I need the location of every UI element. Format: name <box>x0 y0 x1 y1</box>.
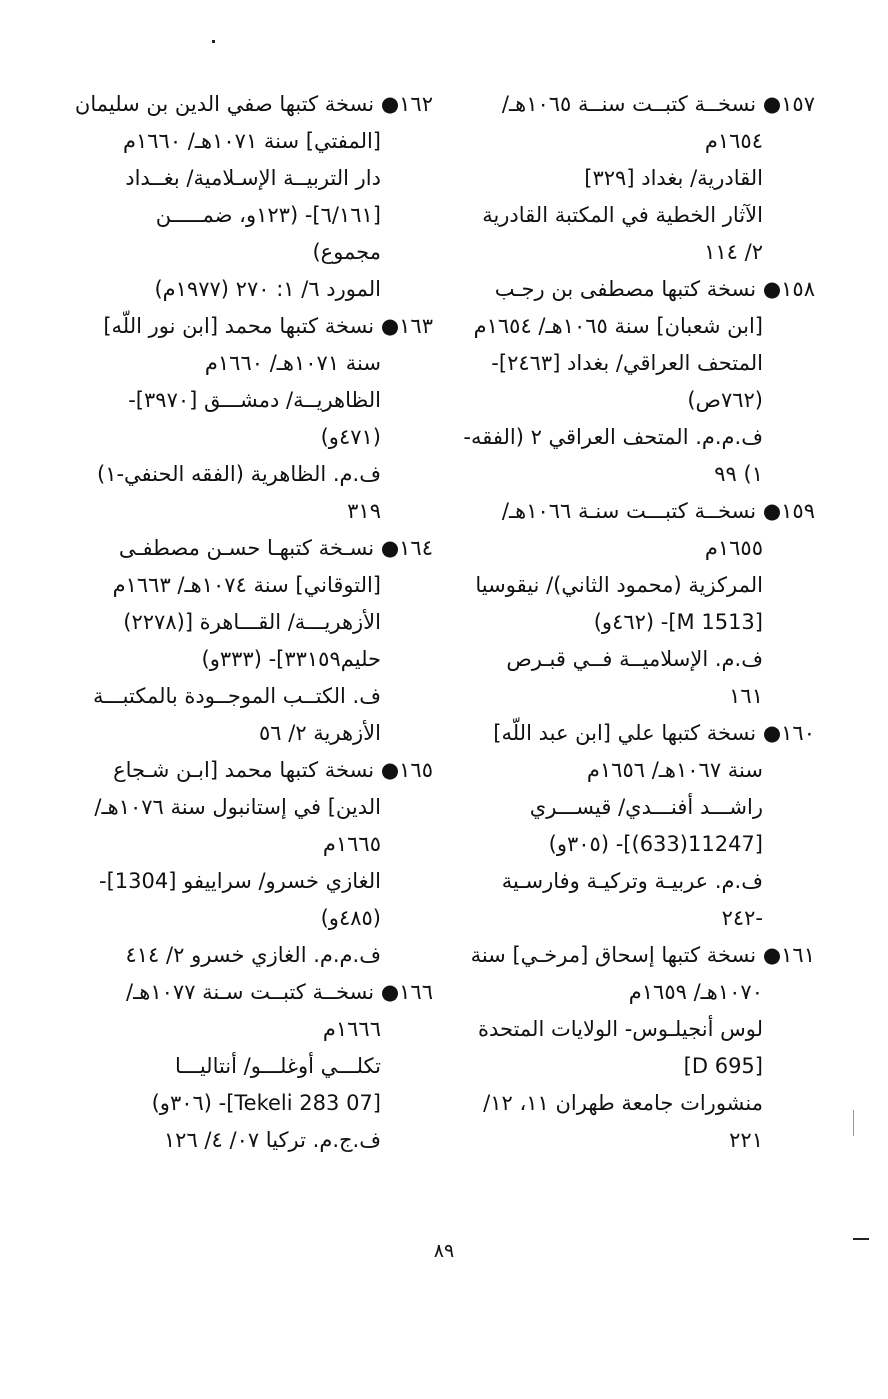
entry-line: ١٦٦٥م <box>322 832 381 856</box>
entry-line: [M 1513]- (٤٦٢و) <box>593 610 763 634</box>
entry-line: ف.م.م. الغازي خسرو ٢/ ٤١٤ <box>125 943 381 967</box>
entry-158 <box>463 271 815 493</box>
entry-line: ف.م.م. المتحف العراقي ٢ (الفقه- <box>463 425 763 449</box>
entry-line: (٤٧١و) <box>320 425 381 449</box>
entry-line: [11247(633)]- (٣٠٥و) <box>548 832 763 856</box>
entry-line: ٢٢١ <box>729 1128 763 1152</box>
entry-line: الدين] في إستانبول سنة ١٠٧٦هـ/ <box>94 795 381 819</box>
entry-line: [المفتي] سنة ١٠٧١هـ/ ١٦٦٠م <box>122 129 381 153</box>
entry-line: الأزهريـــة/ القـــاهرة [(٢٢٧٨) <box>123 610 381 634</box>
entry-line: ١٥٧● نسخــة كتبــت سنــة ١٠٦٥هـ/ <box>501 92 815 116</box>
entry-line: لوس أنجيلـوس- الولايات المتحدة <box>477 1017 763 1041</box>
entry-161 <box>470 937 815 1159</box>
entry-line: منشورات جامعة طهران ١١، ١٢/ <box>483 1091 763 1115</box>
entry-line: دار التربيــة الإسـلامية/ بغــداد <box>125 166 381 190</box>
scan-speck <box>853 1110 854 1136</box>
entry-line: [ابن شعبان] سنة ١٠٦٥هـ/ ١٦٥٤م <box>473 314 763 338</box>
entry-line: الأزهرية ٢/ ٥٦ <box>258 721 381 745</box>
entry-line: ف.م. الإسلاميــة فــي قبـرص <box>506 647 763 671</box>
entry-line: ١٦٦٦م <box>322 1017 381 1041</box>
entry-159 <box>475 493 815 715</box>
entry-line: ١٦١● نسخة كتبها إسحاق [مرخـي] سنة <box>470 943 815 967</box>
page-number: ٨٩ <box>433 1240 455 1262</box>
entry-line: مجموع) <box>312 240 381 264</box>
entry-line: راشـــد أفنـــدي/ قيســـري <box>529 795 763 819</box>
entry-166 <box>88 974 433 1159</box>
entry-line: ١٦١ <box>729 684 763 708</box>
entry-line: [D 695] <box>683 1054 763 1078</box>
entry-line: الآثار الخطية في المكتبة القادرية <box>482 203 763 227</box>
entry-163 <box>88 308 433 530</box>
entry-line: القادرية/ بغداد [٣٢٩] <box>584 166 763 190</box>
entry-160 <box>475 715 815 937</box>
entry-line: ١٦٥٥م <box>704 536 763 560</box>
entry-line: سنة ١٠٦٧هـ/ ١٦٥٦م <box>586 758 763 782</box>
entry-line: -٢٤٢ <box>721 906 763 930</box>
entry-line: المتحف العراقي/ بغداد [٢٤٦٣]- <box>491 351 763 375</box>
entry-line: ١٥٩● نسخــة كتبـــت سنـة ١٠٦٦هـ/ <box>501 499 815 523</box>
entry-line: ١٦٢● نسخة كتبها صفي الدين بن سليمان <box>74 92 433 116</box>
entry-line: ف.ج.م. تركيا ٠٧/ ٤/ ١٢٦ <box>163 1128 381 1152</box>
entry-line: (٧٦٢ص) <box>687 388 763 412</box>
left-column <box>74 86 433 1159</box>
scan-speck <box>853 1238 869 1240</box>
entry-line: ف.م. الظاهرية (الفقه الحنفي-١) <box>96 462 381 486</box>
entry-line: ١٦٣● نسخة كتبها محمد [ابن نور اللّه] <box>103 314 433 338</box>
entry-line: الظاهريــة/ دمشـــق [٣٩٧٠]- <box>128 388 381 412</box>
entry-line: ١٦٠● نسخة كتبها علي [ابن عبد اللّه] <box>493 721 815 745</box>
entry-line: حليم٣٣١٥٩]- (٣٣٣و) <box>201 647 381 671</box>
entry-line: سنة ١٠٧١هـ/ ١٦٦٠م <box>204 351 381 375</box>
entry-line: ١٦٥● نسخة كتبها محمد [ابـن شـجاع <box>113 758 433 782</box>
entry-line: ١٥٨● نسخة كتبها مصطفى بن رجـب <box>494 277 815 301</box>
entry-line: ٣١٩ <box>347 499 381 523</box>
entry-164 <box>88 530 433 752</box>
entry-line: ١) ٩٩ <box>714 462 763 486</box>
entry-165 <box>88 752 433 974</box>
right-column <box>463 86 815 1159</box>
entry-162 <box>74 86 433 308</box>
entry-line: المركزية (محمود الثاني)/ نيقوسيا <box>475 573 763 597</box>
entry-line: ١٠٧٠هـ/ ١٦٥٩م <box>628 980 763 1004</box>
entry-line: [٦/١٦١]- (١٢٣و، ضمـــــن <box>155 203 381 227</box>
entry-157 <box>475 86 815 271</box>
entry-line: تكلـــي أوغلـــو/ أنتاليـــا <box>174 1054 381 1078</box>
entry-line: [التوقاني] سنة ١٠٧٤هـ/ ١٦٦٣م <box>112 573 381 597</box>
scan-speck <box>212 40 215 43</box>
entry-line: ٢/ ١١٤ <box>704 240 763 264</box>
entry-line: ف. الكتــب الموجــودة بالمكتبـــة <box>92 684 381 708</box>
entry-line: [07 Tekeli 283]- (٣٠٦و) <box>151 1091 381 1115</box>
entry-line: المورد ٦/ ١: ٢٧٠ (١٩٧٧م) <box>154 277 381 301</box>
entry-line: ف.م. عربيـة وتركيـة وفارسـية <box>501 869 763 893</box>
entry-line: ١٦٦● نسخــة كتبــت سـنة ١٠٧٧هـ/ <box>126 980 433 1004</box>
entry-line: (٤٨٥و) <box>320 906 381 930</box>
entry-line: ١٦٤● نسـخة كتبهـا حسـن مصطفـى <box>118 536 433 560</box>
entry-line: الغازي خسرو/ سراييفو [1304]- <box>99 869 381 893</box>
entry-line: ١٦٥٤م <box>704 129 763 153</box>
